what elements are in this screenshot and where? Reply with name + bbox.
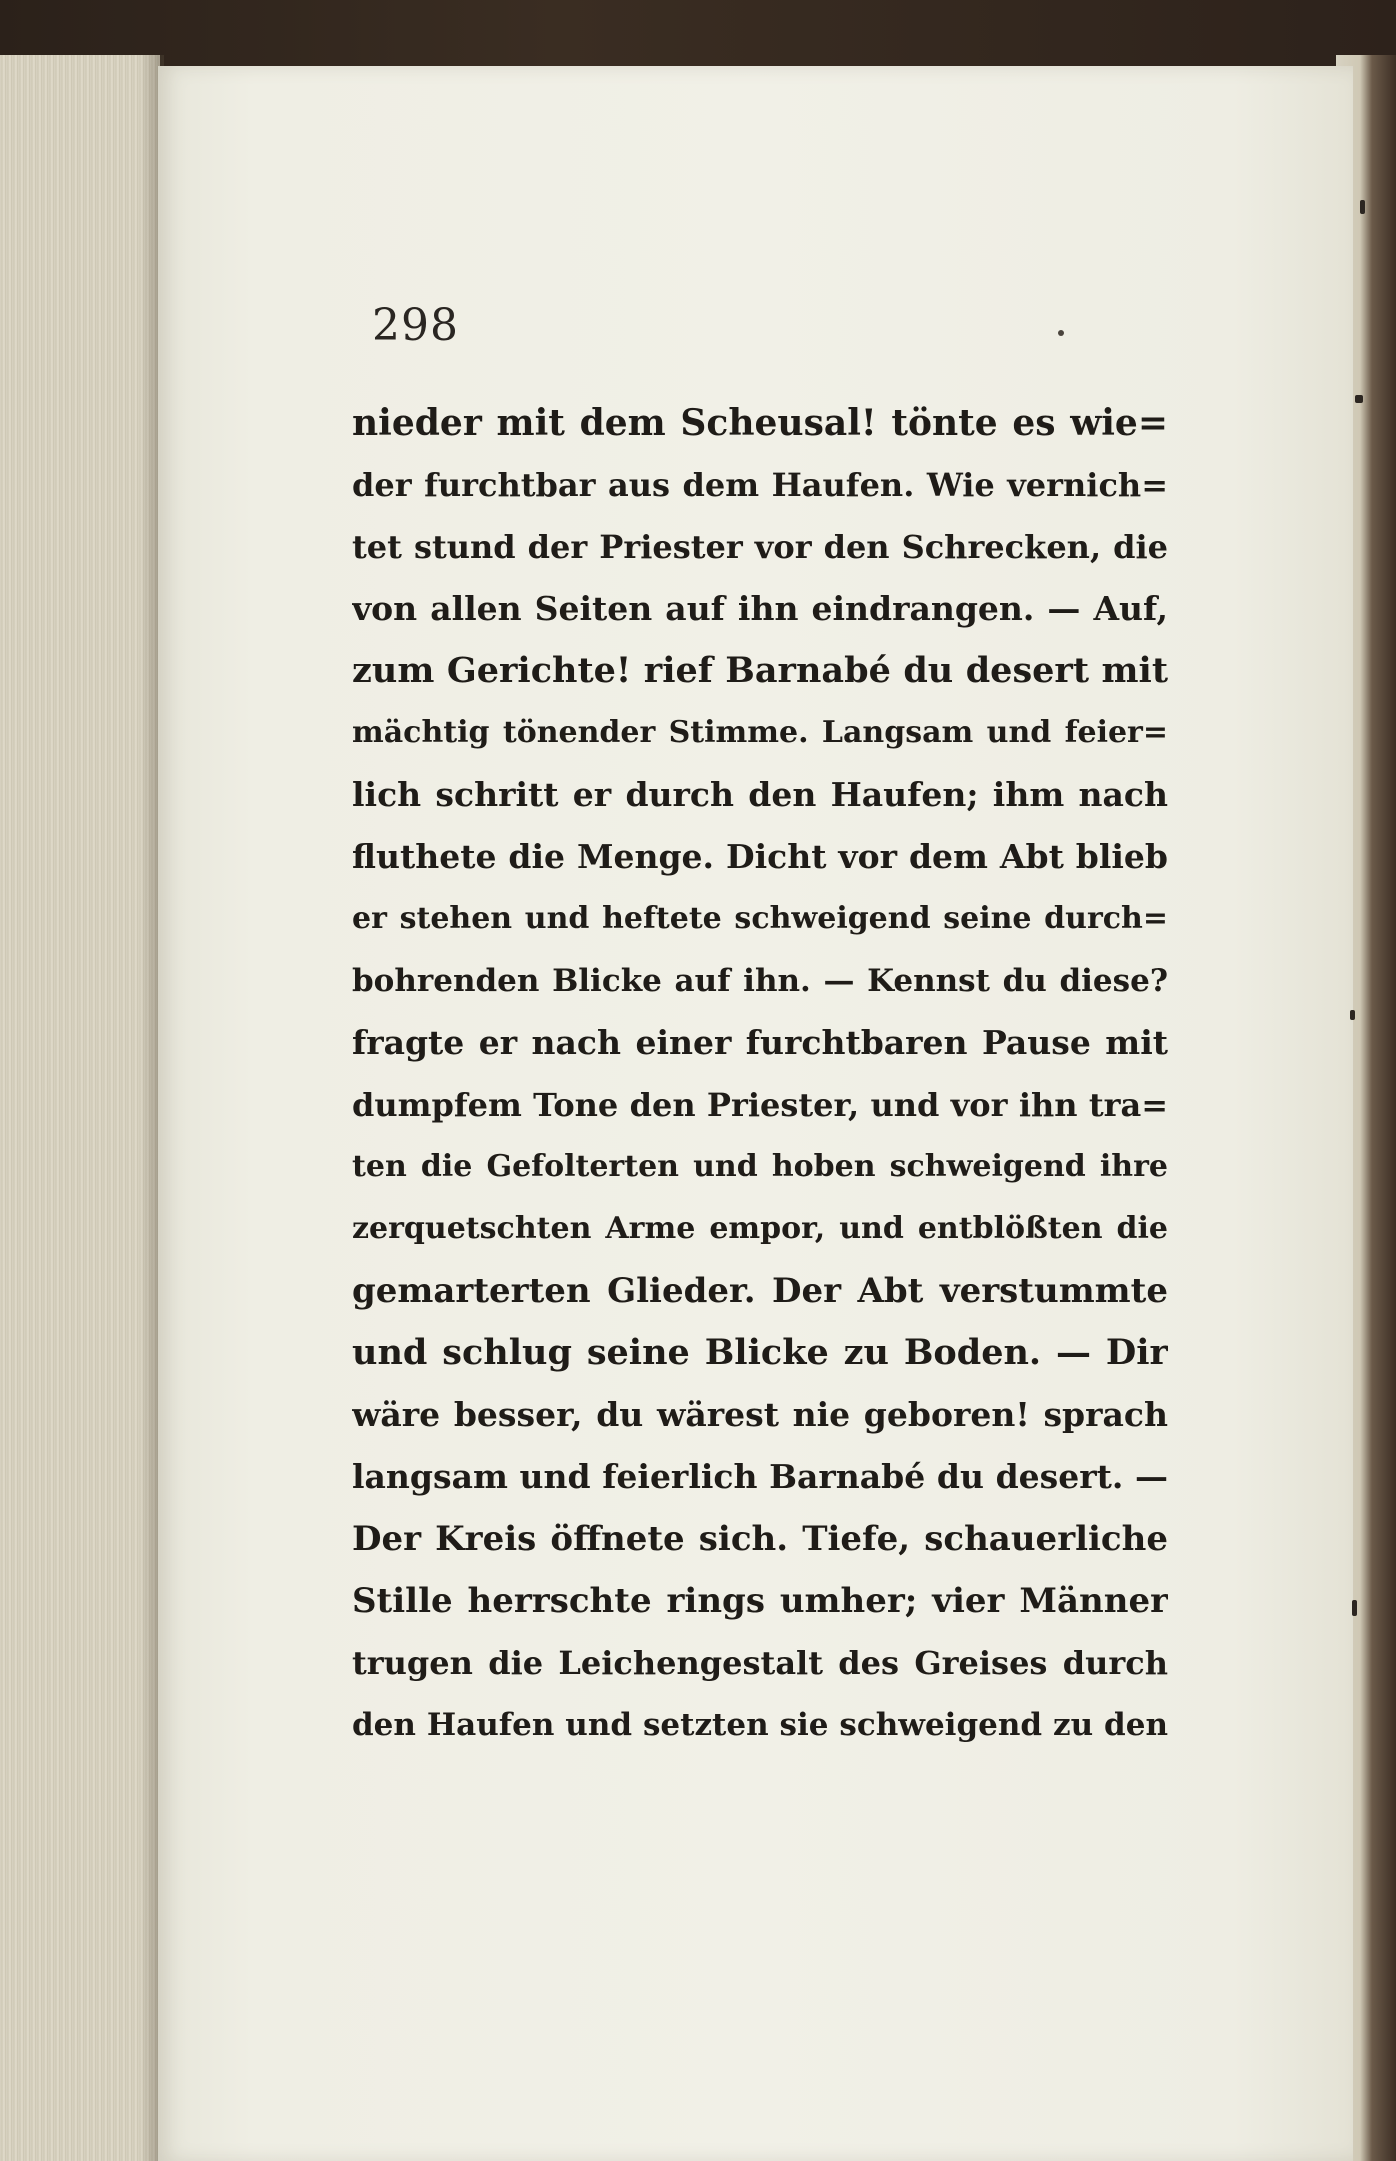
text-line: fragte er nach einer furchtbaren Pause mit (352, 1023, 1168, 1062)
margin-mark (1355, 395, 1363, 403)
text-line: tet stund der Priester vor den Schrecken, die (352, 528, 1168, 566)
header-dot (1058, 330, 1064, 336)
text-line: fluthete die Menge. Dicht vor dem Abt blieb (352, 837, 1168, 876)
text-line: zerquetschten Arme empor, und entblößten die (352, 1211, 1168, 1246)
text-line: er stehen und heftete schweigend seine durch= (352, 901, 1168, 936)
text-line: ten die Gefolterten und hoben schweigend ihre (352, 1149, 1168, 1184)
margin-mark (1360, 200, 1365, 214)
text-line: gemarterten Glieder. Der Abt verstummte (352, 1271, 1168, 1311)
margin-mark (1350, 1010, 1355, 1020)
text-line: trugen die Leichengestalt des Greises durch (352, 1644, 1168, 1682)
text-line: Der Kreis öffnete sich. Tiefe, schauerliche (352, 1519, 1168, 1559)
text-line: lich schritt er durch den Haufen; ihm nach (352, 775, 1168, 814)
text-line: bohrenden Blicke auf ihn. — Kennst du diese? (352, 963, 1168, 999)
text-line: von allen Seiten auf ihn eindrangen. — Auf, (352, 589, 1168, 628)
margin-mark (1352, 1600, 1357, 1616)
text-line: nieder mit dem Scheusal! tönte es wie= (352, 402, 1168, 444)
text-line: und schlug seine Blicke zu Boden. — Dir (352, 1332, 1168, 1373)
page-number: 298 (372, 300, 459, 351)
text-line: der furchtbar aus dem Haufen. Wie vernich= (352, 466, 1168, 504)
text-line: wäre besser, du wärest nie geboren! sprach (352, 1395, 1168, 1434)
text-line: den Haufen und setzten sie schweigend zu den (352, 1707, 1168, 1743)
text-line: zum Gerichte! rief Barnabé du desert mit (352, 650, 1168, 691)
page-body-text (352, 392, 1168, 1756)
text-line: Stille herrschte rings umher; vier Männer (352, 1581, 1168, 1621)
page-stack-edge (0, 55, 160, 2161)
text-line: dumpfem Tone den Priester, und vor ihn tra= (352, 1086, 1168, 1124)
text-line: langsam und feierlich Barnabé du desert. — (352, 1457, 1168, 1496)
text-line: mächtig tönender Stimme. Langsam und feier= (352, 715, 1168, 750)
